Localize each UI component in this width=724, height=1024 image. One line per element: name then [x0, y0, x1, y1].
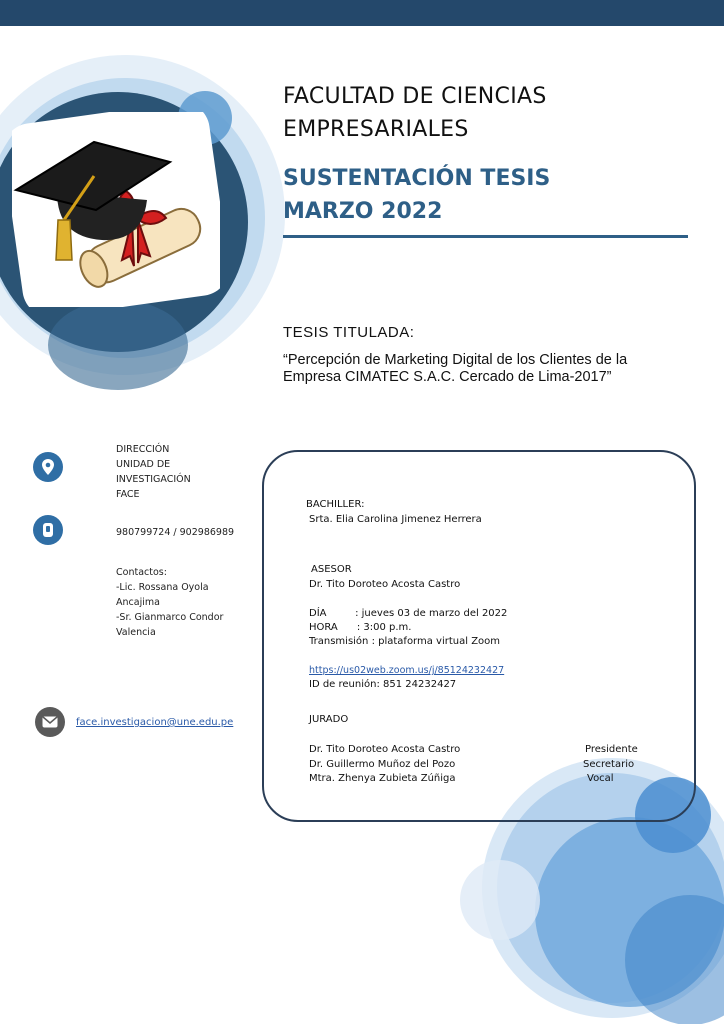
jurado-role: Secretario: [583, 758, 635, 770]
thesis-heading: TESIS TITULADA:: [283, 324, 415, 341]
jurado-roles: [585, 743, 638, 787]
direccion-block: [116, 442, 191, 502]
jurado-role: Vocal: [587, 773, 614, 784]
phone-numbers: 980799724 / 902986989: [116, 527, 235, 538]
bachiller-label: BACHILLER:: [306, 499, 365, 510]
contact-line: Ancajima: [116, 597, 160, 608]
contact-line: -Lic. Rossana Oyola: [116, 582, 209, 593]
asesor-name: Dr. Tito Doroteo Acosta Castro: [309, 579, 461, 590]
email-link[interactable]: face.investigacion@une.edu.pe: [76, 717, 234, 728]
jurado-role: Presidente: [585, 744, 638, 755]
faculty-title: FACULTAD DE CIENCIAS EMPRESARIALES: [283, 84, 547, 142]
thesis-title: “Percepción de Marketing Digital de los Clientes de la Empresa CIMATEC S.A.C. Cercado de Lima-2017”: [283, 352, 628, 385]
jurado-names: [309, 743, 460, 787]
graduation-image: [12, 112, 220, 307]
event-title: SUSTENTACIÓN TESIS MARZO 2022: [283, 166, 551, 224]
jurado-name: Dr. Guillermo Muñoz del Pozo: [309, 758, 456, 770]
bachiller-name: Srta. Elia Carolina Jimenez Herrera: [309, 514, 482, 525]
time-line: HORA : 3:00 p.m.: [309, 622, 412, 633]
zoom-link[interactable]: https://us02web.zoom.us/j/85124232427: [309, 665, 505, 676]
jurado-label: JURADO: [309, 714, 349, 725]
direccion-line: INVESTIGACIÓN: [116, 474, 191, 485]
transmission-line: Transmisión : plataforma virtual Zoom: [309, 636, 501, 647]
direccion-line: FACE: [116, 489, 140, 500]
contacts-label: Contactos:: [116, 567, 167, 578]
jurado-name: Dr. Tito Doroteo Acosta Castro: [309, 744, 461, 755]
phone-icon: [33, 515, 63, 545]
contacts-block: [116, 565, 223, 640]
contact-line: Valencia: [116, 627, 156, 638]
location-pin-icon: [33, 452, 63, 482]
date-line: DÍA : jueves 03 de marzo del 2022: [309, 608, 508, 619]
envelope-icon: [35, 707, 65, 737]
direccion-line: UNIDAD DE: [116, 459, 171, 470]
graduation-cap-diploma-icon: [12, 112, 220, 307]
direccion-line: DIRECCIÓN: [116, 444, 170, 455]
asesor-label: ASESOR: [311, 564, 352, 575]
title-divider: [283, 235, 688, 238]
meeting-id: ID de reunión: 851 24232427: [309, 679, 457, 690]
contact-line: -Sr. Gianmarco Condor: [116, 612, 224, 623]
jurado-name: Mtra. Zhenya Zubieta Zúñiga: [309, 773, 456, 784]
